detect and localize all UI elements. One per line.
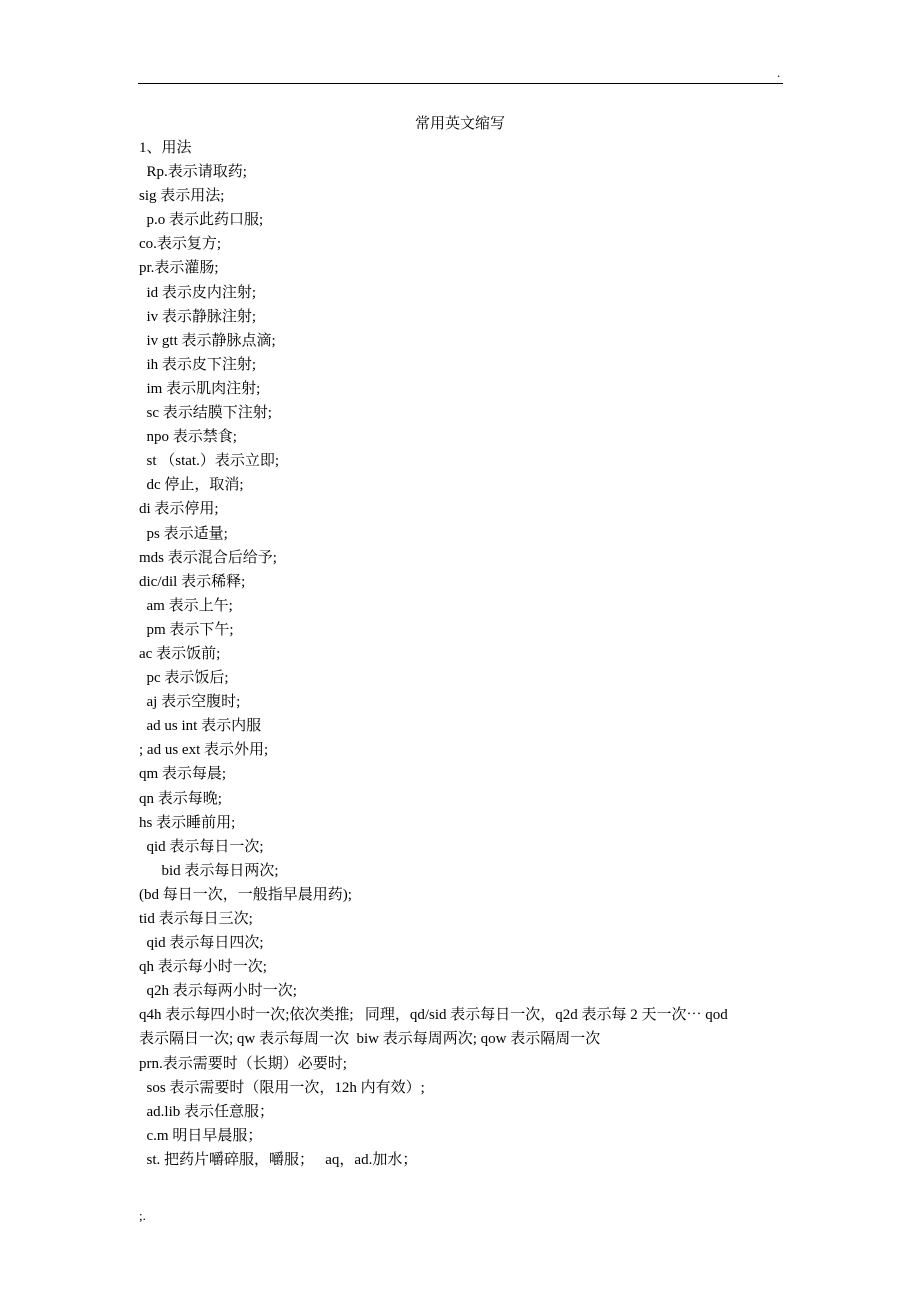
text-line: iv gtt 表示静脉点滴; bbox=[139, 332, 276, 349]
text-line: ad us int 表示内服 bbox=[139, 718, 262, 735]
text-line: id 表示皮内注射; bbox=[139, 284, 257, 301]
text-line: qh 表示每小时一次; bbox=[139, 959, 267, 976]
text-line: q4h 表示每四小时一次;依次类推; 同理，qd/sid 表示每日一次，q2d 表示每 2 天一次⋯ qod bbox=[139, 1007, 728, 1024]
text-line: pr.表示灌肠; bbox=[139, 260, 219, 277]
text-line: prn.表示需要时（长期）必要时; bbox=[139, 1055, 347, 1072]
text-line: co.表示复方; bbox=[139, 236, 222, 253]
text-line: ; ad us ext 表示外用; bbox=[139, 742, 269, 759]
text-line: sos 表示需要时（限用一次，12h 内有效）; bbox=[139, 1079, 425, 1096]
text-line: sc 表示结膜下注射; bbox=[139, 405, 272, 422]
document-body bbox=[139, 136, 784, 1172]
text-line: dic/dil 表示稀释; bbox=[139, 573, 246, 590]
text-line: ih 表示皮下注射; bbox=[139, 356, 257, 373]
text-line: dc 停止，取消; bbox=[139, 477, 244, 494]
text-line: aj 表示空腹时; bbox=[139, 694, 241, 711]
text-line: npo 表示禁食; bbox=[139, 429, 237, 446]
text-line: st （stat.）表示立即; bbox=[139, 453, 280, 470]
text-line: di 表示停用; bbox=[139, 501, 219, 518]
text-line: im 表示肌肉注射; bbox=[139, 380, 261, 397]
text-line: hs 表示睡前用; bbox=[139, 814, 236, 831]
text-line: 1、用法 bbox=[139, 140, 192, 156]
footer-mark: ;. bbox=[139, 1208, 146, 1223]
text-line: qm 表示每晨; bbox=[139, 766, 227, 783]
text-line: iv 表示静脉注射; bbox=[139, 308, 257, 325]
text-line: am 表示上午; bbox=[139, 597, 233, 614]
text-line: ps 表示适量; bbox=[139, 525, 228, 542]
text-line: st. 把药片嚼碎服，嚼服； aq，ad.加水； bbox=[139, 1151, 418, 1168]
text-line: Rp.表示请取药; bbox=[139, 164, 247, 181]
page-title: 常用英文缩写 bbox=[414, 116, 505, 132]
text-line: (bd 每日一次，一般指早晨用药); bbox=[139, 886, 352, 903]
text-line: sig 表示用法; bbox=[139, 188, 225, 205]
text-line: ad.lib 表示任意服； bbox=[139, 1103, 274, 1120]
text-line: qn 表示每晚; bbox=[139, 790, 222, 807]
header-rule bbox=[138, 83, 783, 84]
text-line: pm 表示下午; bbox=[139, 621, 234, 638]
text-line: q2h 表示每两小时一次; bbox=[139, 983, 297, 1000]
text-line: p.o 表示此药口服; bbox=[139, 212, 264, 229]
text-line: qid 表示每日四次; bbox=[139, 935, 264, 952]
text-line: ac 表示饭前; bbox=[139, 645, 221, 662]
text-line: tid 表示每日三次; bbox=[139, 911, 253, 927]
text-line: qid 表示每日一次; bbox=[139, 838, 264, 855]
text-line: pc 表示饭后; bbox=[139, 670, 229, 687]
header-mark: . bbox=[777, 65, 781, 80]
text-line: c.m 明日早晨服； bbox=[139, 1127, 263, 1144]
text-line: 表示隔日一次; qw 表示每周一次 biw 表示每周两次; qow 表示隔周一次 bbox=[139, 1031, 601, 1048]
text-line: bid 表示每日两次; bbox=[139, 862, 279, 879]
text-line: mds 表示混合后给予; bbox=[139, 549, 277, 566]
